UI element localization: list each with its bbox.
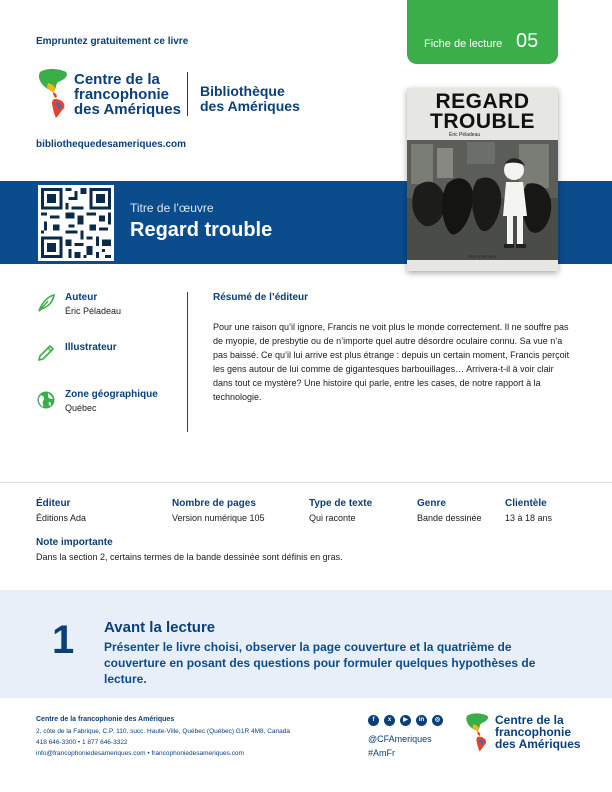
genre-label: Genre	[417, 498, 446, 509]
footer-logo-line-2: francophonie	[495, 725, 572, 739]
social-links	[368, 715, 448, 727]
pages-label: Nombre de pages	[172, 498, 256, 509]
fact-genre	[417, 498, 482, 523]
americas-map-icon	[464, 710, 492, 754]
footer-address: 2, côte de la Fabrique, C.P. 110, succ. Haute-Ville, Québec (Québec) G1R 4M8, Canada	[36, 728, 291, 735]
zone-label: Zone géographique	[65, 389, 158, 400]
fiche-number: 05	[516, 30, 539, 52]
step-before-reading	[0, 590, 612, 698]
pencil-icon	[36, 343, 56, 363]
important-note	[36, 537, 343, 562]
footer-logo-line-1: Centre de la	[495, 713, 564, 727]
zone-value: Québec	[65, 403, 97, 413]
clientele-value: 13 à 18 ans	[505, 513, 553, 523]
footer-cfa-logo[interactable]	[464, 710, 584, 756]
biblio-line-1: Bibliothèque	[200, 83, 285, 99]
qr-code[interactable]	[38, 185, 114, 261]
cover-title-line-2: TROUBLE	[430, 110, 535, 133]
book-cover[interactable]	[407, 88, 558, 271]
note-label: Note importante	[36, 537, 113, 548]
fact-pages	[172, 498, 265, 523]
logo-line-3: des Amériques	[74, 101, 181, 118]
footer-org-name: Centre de la francophonie des Amériques	[36, 716, 175, 723]
column-divider	[187, 292, 188, 432]
hashtag[interactable]: #AmFr	[368, 748, 395, 758]
borrow-text: Empruntez gratuitement ce livre	[36, 36, 189, 47]
cover-author: Éric Péladeau	[449, 132, 481, 138]
footer-phones: 418 646-3300 • 1 877 646-3322	[36, 739, 128, 746]
editeur-value: Éditions Ada	[36, 513, 87, 523]
fact-type	[309, 498, 372, 523]
quill-icon	[36, 293, 56, 313]
type-value: Qui raconte	[309, 513, 356, 523]
work-title-label: Titre de l’œuvre	[130, 201, 214, 215]
youtube-icon[interactable]: ▶	[400, 715, 411, 726]
fiche-label: Fiche de lecture	[424, 38, 503, 50]
bibliotheque-logo[interactable]	[200, 84, 300, 114]
qr-code-icon	[38, 185, 114, 261]
resume-text: Pour une raison qu’il ignore, Francis ne voit plus le monde correctement. Il ne souffre pas de myopie, de presbytie ou de n’importe quel autre désordre oculaire connu. Sa vue n’a pas baissé. Ce qu’il lui arrive est plus étrange : depuis un certain moment, Francis perçoit les gens autour de lui comme de gigantesques barbouillages… Arrivera-t-il à voir clair dans tout ce mystère? Une histoire qui parle, entre les cases, de notre rapport à la technologie.	[213, 322, 570, 402]
step-number: 1	[52, 618, 75, 662]
section-divider	[0, 482, 612, 483]
cfa-logo[interactable]	[36, 66, 186, 120]
resume-heading: Résumé de l’éditeur	[213, 292, 309, 303]
fact-editeur	[36, 498, 86, 523]
social-handle[interactable]: @CFAmeriques	[368, 734, 432, 744]
author-value: Éric Péladeau	[65, 306, 122, 316]
cover-publisher: ÉDITIONS ADA	[468, 254, 497, 259]
footer-logo-line-3: des Amériques	[495, 737, 581, 751]
work-title: Regard trouble	[130, 219, 273, 241]
cover-title-line-1: REGARD	[435, 90, 530, 113]
author-label: Auteur	[65, 292, 98, 303]
note-text: Dans la section 2, certains termes de la bande dessinée sont définis en gras.	[36, 552, 343, 562]
americas-map-icon	[36, 66, 72, 120]
footer-contact[interactable]: info@francophoniedesameriques.com • francophoniedesameriques.com	[36, 750, 244, 757]
step-description: Présenter le livre choisi, observer la page couverture et la quatrième de couverture en posant des questions pour formuler quelques hypothèses de lecture.	[104, 640, 536, 686]
x-icon[interactable]: x	[384, 715, 395, 726]
site-link[interactable]: bibliothequedesameriques.com	[36, 139, 187, 150]
fact-clientele	[505, 498, 552, 523]
step-title: Avant la lecture	[104, 619, 216, 636]
pages-value: Version numérique 105	[172, 513, 265, 523]
genre-value: Bande dessinée	[417, 513, 482, 523]
fiche-tab	[407, 0, 558, 64]
editeur-label: Éditeur	[36, 498, 71, 509]
type-label: Type de texte	[309, 498, 373, 509]
linkedin-icon[interactable]: in	[416, 715, 427, 726]
cover-illustration-icon	[407, 88, 558, 271]
logo-line-1: Centre de la	[74, 71, 160, 88]
illustrator-label: Illustrateur	[65, 342, 117, 353]
facebook-icon[interactable]: f	[368, 715, 379, 726]
biblio-line-2: des Amériques	[200, 98, 300, 114]
logo-divider	[187, 72, 188, 116]
logo-line-2: francophonie	[74, 86, 170, 103]
globe-icon	[36, 390, 56, 410]
instagram-icon[interactable]: ◎	[432, 715, 443, 726]
clientele-label: Clientèle	[505, 498, 547, 509]
